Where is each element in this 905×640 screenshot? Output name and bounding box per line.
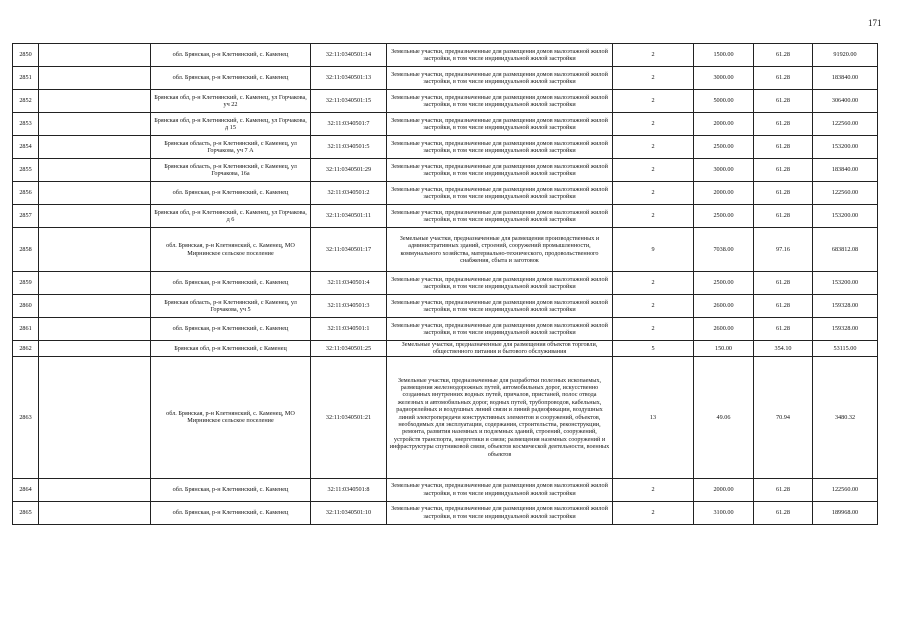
specific-value-cell: 61.28 (754, 205, 813, 228)
land-use-cell: Земельные участки, предназначенные для размещения домов малоэтажной жилой застройки, в том числе индивидуальной жилой застройки (387, 182, 613, 205)
group-number-cell: 2 (613, 136, 694, 159)
group-number-cell: 9 (613, 228, 694, 272)
blank-cell (39, 341, 151, 357)
cadastral-number-cell: 32:11:0340501:2 (311, 182, 387, 205)
cadastral-cost-cell: 91920.00 (813, 44, 878, 67)
land-use-cell: Земельные участки, предназначенные для размещения производственных и административных зданий, строений, сооружений промышленности, коммунального хозяйства, материально-технического, продовольственного снабжения, сбыта и заготовок (387, 228, 613, 272)
table-row (13, 356, 878, 478)
area-cell: 2500.00 (694, 205, 754, 228)
row-number-cell: 2851 (13, 67, 39, 90)
blank-cell (39, 67, 151, 90)
cadastral-number-cell: 32:11:0340501:8 (311, 478, 387, 501)
table-row (13, 113, 878, 136)
page-number: 171 (868, 18, 882, 28)
row-number-cell: 2854 (13, 136, 39, 159)
area-cell: 2600.00 (694, 295, 754, 318)
table-row (13, 318, 878, 341)
blank-cell (39, 159, 151, 182)
specific-value-cell: 61.28 (754, 113, 813, 136)
specific-value-cell: 61.28 (754, 136, 813, 159)
cadastral-cost-cell: 183840.00 (813, 67, 878, 90)
table-row (13, 67, 878, 90)
land-use-cell: Земельные участки, предназначенные для разработки полезных ископаемых, размещения железнодорожных путей, автомобильных дорог, искусственно созданных внутренних водных путей, причалов, пристаней, полос отвода железных и автомобильных дорог, водных путей, трубопроводов, кабельных, радиорелейных и воздушных линий связи и линий радиофикации, воздушных линий электропередачи конструктивных элементов и сооружений, объектов, необходимых для эксплуатации, содержания, строительства, реконструкции, ремонта, развития наземных и подземных зданий, строений, сооружений, устройств транспорта, энергетики и связи; размещения наземных сооружений и инфраструктуры спутниковой связи, объектов космической деятельности, военных объектов (387, 356, 613, 478)
group-number-cell: 2 (613, 67, 694, 90)
table-row (13, 182, 878, 205)
blank-cell (39, 136, 151, 159)
row-number-cell: 2863 (13, 356, 39, 478)
table-row (13, 205, 878, 228)
cadastral-number-cell: 32:11:0340501:13 (311, 67, 387, 90)
land-use-cell: Земельные участки, предназначенные для размещения домов малоэтажной жилой застройки, в том числе индивидуальной жилой застройки (387, 501, 613, 524)
land-use-cell: Земельные участки, предназначенные для размещения домов малоэтажной жилой застройки, в том числе индивидуальной жилой застройки (387, 295, 613, 318)
land-use-cell: Земельные участки, предназначенные для размещения домов малоэтажной жилой застройки, в том числе индивидуальной жилой застройки (387, 44, 613, 67)
blank-cell (39, 228, 151, 272)
area-cell: 3100.00 (694, 501, 754, 524)
group-number-cell: 2 (613, 159, 694, 182)
specific-value-cell: 61.28 (754, 90, 813, 113)
address-cell: Брянская обл, р-н Клетнянский, с. Каменец, ул Горчакова, д 15 (151, 113, 311, 136)
table-body (13, 44, 878, 525)
row-number-cell: 2853 (13, 113, 39, 136)
cadastral-cost-cell: 683812.08 (813, 228, 878, 272)
land-use-cell: Земельные участки, предназначенные для размещения домов малоэтажной жилой застройки, в том числе индивидуальной жилой застройки (387, 113, 613, 136)
table-row (13, 501, 878, 524)
address-cell: Брянская область, р-н Клетнянский, с Каменец, ул Горчакова, уч 7 А (151, 136, 311, 159)
cadastral-cost-cell: 53115.00 (813, 341, 878, 357)
address-cell: Брянская область, р-н Клетнянский, с Каменец, ул Горчакова, уч 5 (151, 295, 311, 318)
group-number-cell: 2 (613, 501, 694, 524)
table-row (13, 341, 878, 357)
cadastral-number-cell: 32:11:0340501:7 (311, 113, 387, 136)
blank-cell (39, 182, 151, 205)
cadastral-cost-cell: 189968.00 (813, 501, 878, 524)
group-number-cell: 5 (613, 341, 694, 357)
area-cell: 2500.00 (694, 136, 754, 159)
row-number-cell: 2850 (13, 44, 39, 67)
group-number-cell: 2 (613, 272, 694, 295)
blank-cell (39, 501, 151, 524)
blank-cell (39, 272, 151, 295)
land-use-cell: Земельные участки, предназначенные для размещения объектов торговли, общественного питания и бытового обслуживания (387, 341, 613, 357)
land-use-cell: Земельные участки, предназначенные для размещения домов малоэтажной жилой застройки, в том числе индивидуальной жилой застройки (387, 67, 613, 90)
address-cell: обл. Брянская, р-н Клетнянский, с. Каменец (151, 318, 311, 341)
cadastral-cost-cell: 122560.00 (813, 478, 878, 501)
address-cell: обл. Брянская, р-н Клетнянский, с. Каменец (151, 67, 311, 90)
row-number-cell: 2857 (13, 205, 39, 228)
address-cell: Брянская обл, р-н Клетнянский, с. Каменец, ул Горчакова, уч 22 (151, 90, 311, 113)
cadastral-number-cell: 32:11:0340501:11 (311, 205, 387, 228)
area-cell: 2500.00 (694, 272, 754, 295)
blank-cell (39, 113, 151, 136)
specific-value-cell: 70.94 (754, 356, 813, 478)
table-row (13, 136, 878, 159)
group-number-cell: 13 (613, 356, 694, 478)
cadastral-cost-cell: 159328.00 (813, 295, 878, 318)
cadastral-registry-table (12, 43, 878, 525)
table-row (13, 228, 878, 272)
land-use-cell: Земельные участки, предназначенные для размещения домов малоэтажной жилой застройки, в том числе индивидуальной жилой застройки (387, 90, 613, 113)
cadastral-number-cell: 32:11:0340501:29 (311, 159, 387, 182)
group-number-cell: 2 (613, 295, 694, 318)
specific-value-cell: 61.28 (754, 182, 813, 205)
cadastral-cost-cell: 153200.00 (813, 272, 878, 295)
specific-value-cell: 97.16 (754, 228, 813, 272)
cadastral-cost-cell: 3480.32 (813, 356, 878, 478)
address-cell: обл. Брянская, р-н Клетнянский, с. Каменец (151, 478, 311, 501)
table-row (13, 44, 878, 67)
cadastral-number-cell: 32:11:0340501:21 (311, 356, 387, 478)
row-number-cell: 2861 (13, 318, 39, 341)
address-cell: обл. Брянская, р-н Клетнянский, с. Каменец, МО Мирнинское сельское поселение (151, 228, 311, 272)
cadastral-number-cell: 32:11:0340501:3 (311, 295, 387, 318)
address-cell: обл. Брянская, р-н Клетнянский, с. Каменец, МО Мирнинское сельское поселение (151, 356, 311, 478)
table-row (13, 295, 878, 318)
blank-cell (39, 478, 151, 501)
address-cell: Брянская обл, р-н Клетнянский, с. Каменец, ул Горчакова, д 6 (151, 205, 311, 228)
specific-value-cell: 61.28 (754, 318, 813, 341)
specific-value-cell: 61.28 (754, 67, 813, 90)
blank-cell (39, 44, 151, 67)
cadastral-number-cell: 32:11:0340501:1 (311, 318, 387, 341)
row-number-cell: 2855 (13, 159, 39, 182)
row-number-cell: 2852 (13, 90, 39, 113)
land-use-cell: Земельные участки, предназначенные для размещения домов малоэтажной жилой застройки, в том числе индивидуальной жилой застройки (387, 318, 613, 341)
cadastral-number-cell: 32:11:0340501:4 (311, 272, 387, 295)
cadastral-number-cell: 32:11:0340501:25 (311, 341, 387, 357)
blank-cell (39, 205, 151, 228)
table-row (13, 272, 878, 295)
cadastral-cost-cell: 122560.00 (813, 182, 878, 205)
address-cell: обл. Брянская, р-н Клетнянский, с. Каменец (151, 44, 311, 67)
land-use-cell: Земельные участки, предназначенные для размещения домов малоэтажной жилой застройки, в том числе индивидуальной жилой застройки (387, 159, 613, 182)
land-use-cell: Земельные участки, предназначенные для размещения домов малоэтажной жилой застройки, в том числе индивидуальной жилой застройки (387, 205, 613, 228)
blank-cell (39, 295, 151, 318)
area-cell: 2000.00 (694, 182, 754, 205)
group-number-cell: 2 (613, 90, 694, 113)
cadastral-cost-cell: 122560.00 (813, 113, 878, 136)
area-cell: 2000.00 (694, 478, 754, 501)
specific-value-cell: 61.28 (754, 501, 813, 524)
table-row (13, 90, 878, 113)
group-number-cell: 2 (613, 113, 694, 136)
row-number-cell: 2862 (13, 341, 39, 357)
address-cell: обл. Брянская, р-н Клетнянский, с. Каменец (151, 272, 311, 295)
specific-value-cell: 61.28 (754, 44, 813, 67)
blank-cell (39, 356, 151, 478)
area-cell: 3000.00 (694, 159, 754, 182)
group-number-cell: 2 (613, 44, 694, 67)
specific-value-cell: 61.28 (754, 159, 813, 182)
group-number-cell: 2 (613, 318, 694, 341)
row-number-cell: 2865 (13, 501, 39, 524)
cadastral-number-cell: 32:11:0340501:15 (311, 90, 387, 113)
area-cell: 7038.00 (694, 228, 754, 272)
area-cell: 2600.00 (694, 318, 754, 341)
area-cell: 3000.00 (694, 67, 754, 90)
row-number-cell: 2864 (13, 478, 39, 501)
blank-cell (39, 318, 151, 341)
row-number-cell: 2856 (13, 182, 39, 205)
cadastral-number-cell: 32:11:0340501:17 (311, 228, 387, 272)
land-use-cell: Земельные участки, предназначенные для размещения домов малоэтажной жилой застройки, в том числе индивидуальной жилой застройки (387, 478, 613, 501)
cadastral-cost-cell: 183840.00 (813, 159, 878, 182)
address-cell: Брянская область, р-н Клетнянский, с Каменец, ул Горчакова, 16а (151, 159, 311, 182)
area-cell: 2000.00 (694, 113, 754, 136)
blank-cell (39, 90, 151, 113)
area-cell: 1500.00 (694, 44, 754, 67)
area-cell: 150.00 (694, 341, 754, 357)
row-number-cell: 2860 (13, 295, 39, 318)
address-cell: Брянская обл, р-н Клетнянский, с Каменец (151, 341, 311, 357)
table-row (13, 159, 878, 182)
land-use-cell: Земельные участки, предназначенные для размещения домов малоэтажной жилой застройки, в том числе индивидуальной жилой застройки (387, 272, 613, 295)
address-cell: обл. Брянская, р-н Клетнянский, с. Каменец (151, 182, 311, 205)
group-number-cell: 2 (613, 478, 694, 501)
area-cell: 49.06 (694, 356, 754, 478)
group-number-cell: 2 (613, 182, 694, 205)
cadastral-number-cell: 32:11:0340501:10 (311, 501, 387, 524)
row-number-cell: 2858 (13, 228, 39, 272)
cadastral-cost-cell: 159328.00 (813, 318, 878, 341)
cadastral-cost-cell: 153200.00 (813, 136, 878, 159)
specific-value-cell: 61.28 (754, 272, 813, 295)
group-number-cell: 2 (613, 205, 694, 228)
cadastral-cost-cell: 306400.00 (813, 90, 878, 113)
cadastral-cost-cell: 153200.00 (813, 205, 878, 228)
area-cell: 5000.00 (694, 90, 754, 113)
specific-value-cell: 61.28 (754, 478, 813, 501)
table-row (13, 478, 878, 501)
row-number-cell: 2859 (13, 272, 39, 295)
address-cell: обл. Брянская, р-н Клетнянский, с. Каменец (151, 501, 311, 524)
specific-value-cell: 354.10 (754, 341, 813, 357)
specific-value-cell: 61.28 (754, 295, 813, 318)
land-use-cell: Земельные участки, предназначенные для размещения домов малоэтажной жилой застройки, в том числе индивидуальной жилой застройки (387, 136, 613, 159)
cadastral-number-cell: 32:11:0340501:5 (311, 136, 387, 159)
cadastral-number-cell: 32:11:0340501:14 (311, 44, 387, 67)
